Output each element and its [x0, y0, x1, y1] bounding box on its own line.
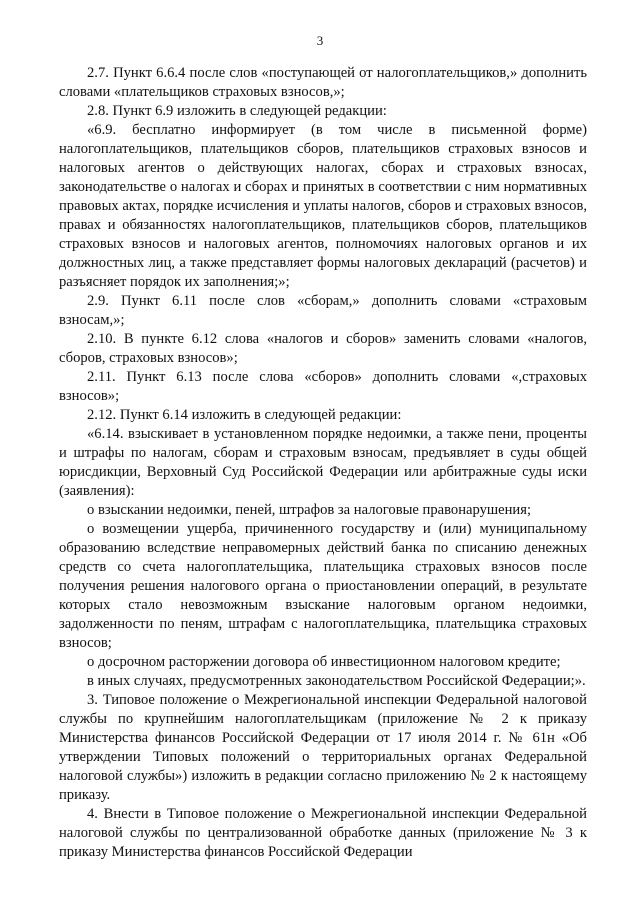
document-body [59, 64, 587, 862]
paragraph-2-8: 2.8. Пункт 6.9 изложить в следующей редакции: [87, 103, 387, 119]
list-item-other-cases: в иных случаях, предусмотренных законодательством Российской Федерации;». [87, 673, 586, 689]
list-item-credit-termination: о досрочном расторжении договора об инвестиционном налоговом кредите; [87, 654, 561, 670]
paragraph-2-12: 2.12. Пункт 6.14 изложить в следующей редакции: [87, 407, 402, 423]
paragraph-2-9: 2.9. Пункт 6.11 после слов «сборам,» дополнить словами «страховым взносам,»; [59, 293, 587, 328]
paragraph-3: 3. Типовое положение о Межрегиональной инспекции Федеральной налоговой службы по крупнейшим налогоплательщикам (приложение № 2 к приказу Министерства финансов Российской Федерации от 17 июля 2014 г. № 61н «Об утверждении Типовых положений о территориальных органах Федеральной налоговой службы») изложить в редакции согласно приложению № 2 к настоящему приказу. [59, 692, 587, 803]
list-item-damages: о возмещении ущерба, причиненного государству и (или) муниципальному образованию вследствие неправомерных действий банка по списанию денежных средств со счета налогоплательщика, плательщика страховых взносов после получения решения налогового органа о приостановлении операций, в результате которых стало невозможным взыскание налоговым органом недоимки, задолженности по пеням, штрафам с налогоплательщика, плательщика страховых взносов; [59, 521, 587, 651]
paragraph-4: 4. Внести в Типовое положение о Межрегиональной инспекции Федеральной налоговой службы по централизованной обработке данных (приложение № 3 к приказу Министерства финансов Российской Федерации [59, 806, 587, 860]
paragraph-6-14-text: «6.14. взыскивает в установленном порядке недоимки, а также пени, проценты и штрафы по налогам, сборам и страховым взносам, предъявляет в суды общей юрисдикции, Верховный Суд Российской Федерации или арбитражные суды иски (заявления): [59, 426, 587, 499]
paragraph-6-9-text: «6.9. бесплатно информирует (в том числе в письменной форме) налогоплательщиков, плательщиков сборов, плательщиков страховых взносов и налоговых агентов о действующих налогах, сборах и страховых взносах, законодательстве о налогах и сборах и принятых в соответствии с ним нормативных правовых актах, порядке исчисления и уплаты налогов, сборов и страховых взносов, правах и обязанностях налогоплательщиков, плательщиков сборов, плательщиков страховых взносов и налоговых агентов, полномочиях налоговых органов и их должностных лиц, а также представляет формы налоговых деклараций (расчетов) и разъясняет порядок их заполнения;»; [59, 122, 587, 290]
list-item-penalties: о взыскании недоимки, пеней, штрафов за налоговые правонарушения; [87, 502, 531, 518]
paragraph-2-10: 2.10. В пункте 6.12 слова «налогов и сборов» заменить словами «налогов, сборов, страховых взносов»; [59, 331, 587, 366]
paragraph-2-7: 2.7. Пункт 6.6.4 после слов «поступающей от налогоплательщиков,» дополнить словами «плательщиков страховых взносов,»; [59, 65, 587, 100]
page-number: 3 [316, 33, 324, 48]
paragraph-2-11: 2.11. Пункт 6.13 после слова «сборов» дополнить словами «,страховых взносов»; [59, 369, 587, 404]
